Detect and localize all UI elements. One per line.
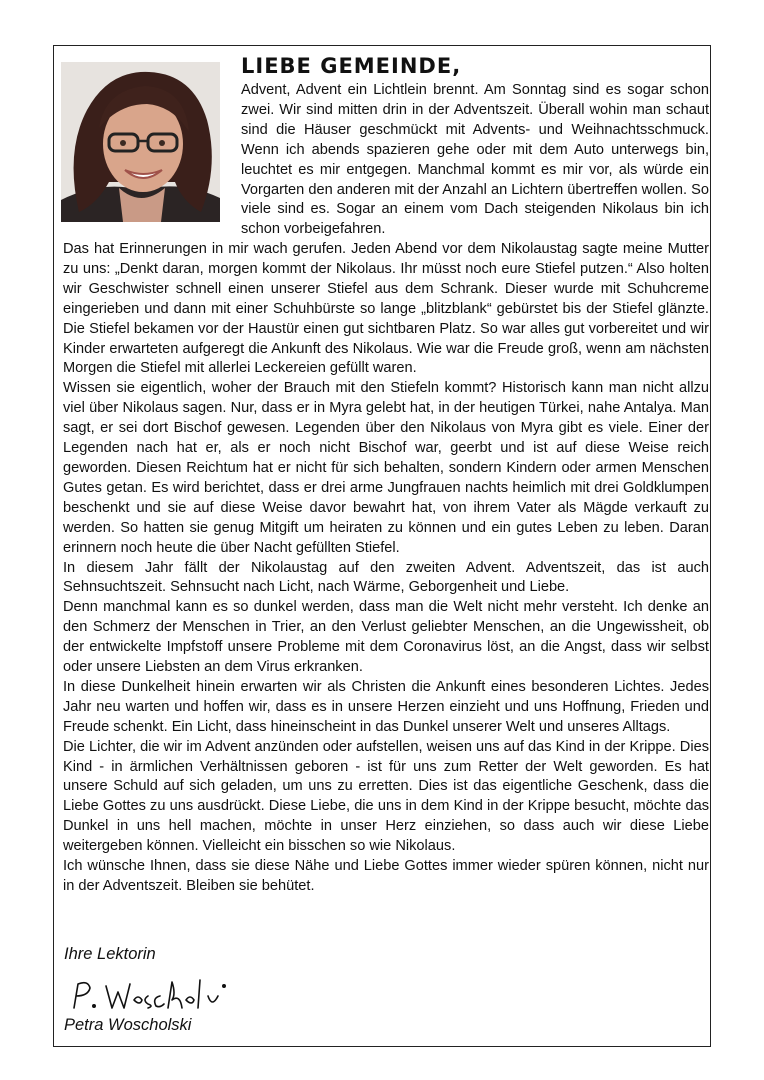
paragraph-3: In diesem Jahr fällt der Nikolaustag auf den zweiten Advent. Adventszeit, das ist auch Sehnsuchtszeit. Sehnsucht nach Licht, nach Wärme, Geborgenheit und Liebe. — [63, 559, 709, 596]
author-name: Petra Woscholski — [64, 1016, 192, 1034]
closing-greeting: Ihre Lektorin — [64, 945, 156, 963]
paragraph-7: Ich wünsche Ihnen, dass sie diese Nähe und Liebe Gottes immer wieder spüren können, nicht nur in der Adventszeit. Bleiben sie behütet. — [63, 858, 709, 894]
author-portrait-photo — [61, 62, 220, 222]
paragraph-4: Denn manchmal kann es so dunkel werden, dass man die Welt nicht mehr versteht. Ich denke an den Schmerz der Menschen in Trier, an den Verlust geliebter Menschen, an die Ungewissheit, ob der entwickelte Impfstoff unsere Probleme mit dem Coronavirus löst, an die Angst, dass wir selbst oder unsere Liebsten an dem Virus erkranken. — [63, 599, 709, 676]
paragraph-5: In diese Dunkelheit hinein erwarten wir als Christen die Ankunft eines besonderen Lichtes. Jedes Jahr neu warten und hoffen wir, dass es in unsere Herzen einzieht und uns Hoffnung, Frieden und Freude schenkt. Ein Licht, dass hineinscheint in das Dunkel unserer Welt und unseres Alltags. — [63, 678, 709, 735]
paragraph-1: Das hat Erinnerungen in mir wach gerufen. Jeden Abend vor dem Nikolaustag sagte meine Mutter zu uns: „Denkt daran, morgen kommt der Nikolaus. Ihr müsst noch eure Stiefel putzen.“ Also holten wir Geschwister schnell einen unserer Stiefel aus dem Schrank. Dieser wurde mit Schuhcreme eingerieben und dann mit einer Schuhbürste so lange „blitzblank“ gebürstet bis der Stiefel glänzte. Die Stiefel bekamen vor der Haustür einen gut sichtbaren Platz. So war alles gut vorbereitet und wir Kinder erwarteten aufgeregt die Ankunft des Nikolaus. Wie war die Freude groß, wenn am nächsten Morgen die Stiefel mit allerlei Leckereien gefüllt waren. — [63, 241, 709, 377]
letter-heading: LIEBE GEMEINDE, — [241, 54, 462, 78]
intro-text: Advent, Advent ein Lichtlein brennt. Am Sonntag sind es sogar schon zwei. Wir sind mitten drin in der Adventszeit. Überall wohin man schaut sind die Häuser geschmückt mit Advents- und Weihnachtsschmuck. Wenn ich abends spazieren gehe oder mit dem Auto unterwegs bin, leuchtet es mir entgegen. Manchmal kommt es mir vor, als würde ein Vorgarten den anderen mit der Anzahl an Lichtern übertreffen wollen. So viele sind es. Sogar an einem vom Dach steigenden Nikolaus bin ich schon vorbeigefahren. — [241, 82, 709, 238]
handwritten-signature — [62, 974, 232, 1014]
letter-body — [63, 240, 709, 897]
paragraph-6: Die Lichter, die wir im Advent anzünden oder aufstellen, weisen uns auf das Kind in der Krippe. Dies Kind - in ärmlichen Verhältnissen geboren - ist für uns zum Retter der Welt geworden. Es hat unsere Schuld auf sich geladen, um uns zu erretten. Dies ist das eigentliche Geschenk, dass die Liebe Gottes zu uns ausdrückt. Diese Liebe, die uns in dem Kind in der Krippe besucht, möchte das Dunkel in uns hell machen, möchte in unser Herz einziehen, so dass auch wir diese Liebe weitergeben können. Vielleicht ein bisschen so wie Nikolaus. — [63, 738, 709, 855]
paragraph-2: Wissen sie eigentlich, woher der Brauch mit den Stiefeln kommt? Historisch kann man nicht allzu viel über Nikolaus sagen. Nur, dass er in Myra gelebt hat, in der heutigen Türkei, nahe Antalya. Man sagt, er sei dort Bischof gewesen. Legenden über den Nikolaus von Myra gibt es viele. Einer der Legenden nach hat er, als er noch nicht Bischof war, geerbt und ist auf diese Weise reich geworden. Diesen Reichtum hat er nicht für sich behalten, sondern Kindern oder armen Menschen Gutes getan. Es wird berichtet, dass er drei arme Jungfrauen nachts heimlich mit drei Goldklumpen beschenkt und sie auf diese Weise davor bewahrt hat, von ihrem Vater als Mägde verkauft zu werden. So hatten sie genug Mitgift um heiraten zu können und ein gutes Leben zu leben. Daran erinnern noch heute die über Nacht gefüllten Stiefel. — [63, 380, 709, 556]
intro-paragraph — [241, 81, 709, 240]
